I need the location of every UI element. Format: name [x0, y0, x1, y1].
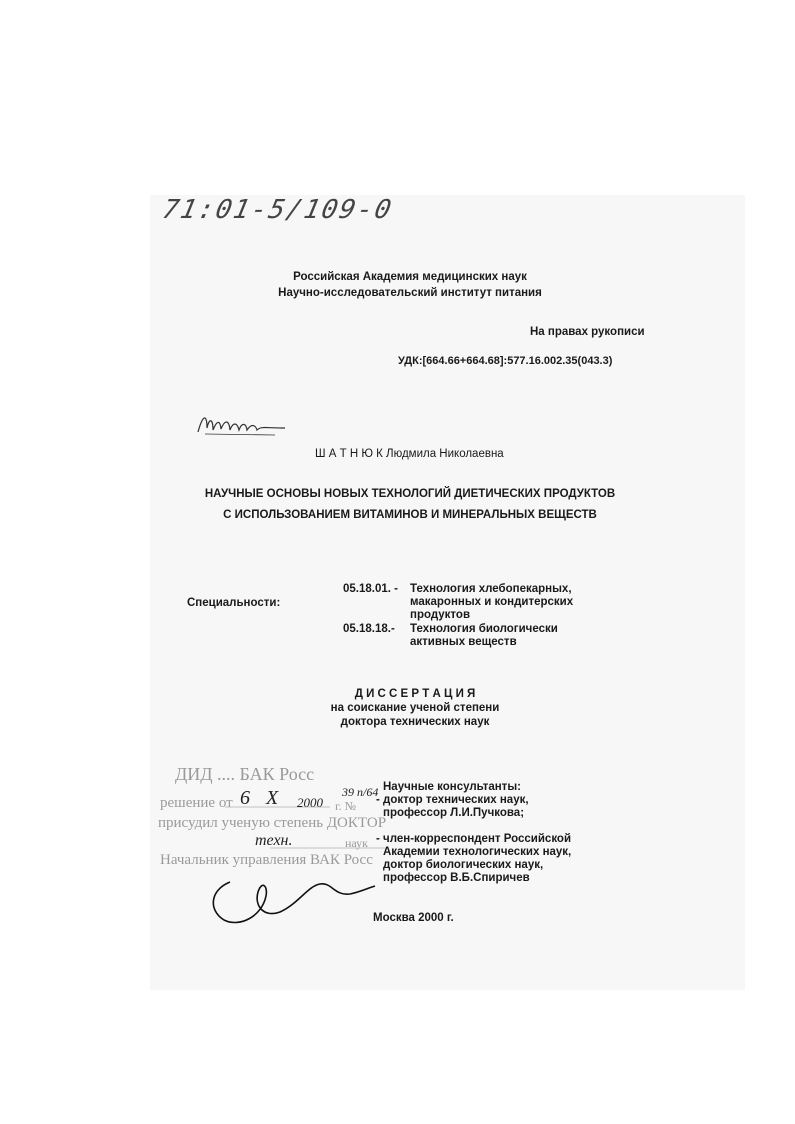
city-year: Москва 2000 г. — [373, 912, 454, 924]
specialty-name-1-line-1: Технология хлебопекарных, — [410, 583, 572, 595]
consultant-2-line-2: Академии технологических наук, — [383, 846, 572, 858]
consultant-2-line-1: - член-корреспондент Российской — [376, 833, 572, 845]
author-given-name: Людмила Николаевна — [386, 448, 504, 460]
author-surname: Ш А Т Н Ю К — [315, 448, 383, 460]
title-line-1: НАУЧНЫЕ ОСНОВЫ НОВЫХ ТЕХНОЛОГИЙ ДИЕТИЧЕСКИХ ПРОДУКТОВ — [204, 488, 616, 500]
specialty-name-1-line-2: макаронных и кондитерских — [410, 596, 574, 608]
specialty-name-1-line-3: продуктов — [410, 609, 471, 621]
consultant-2-line-3: доктор биологических наук, — [383, 859, 544, 871]
specialties-label: Специальности: — [187, 597, 281, 609]
stamp-day: 6 — [240, 787, 250, 809]
stamp-line-3: г. № — [335, 799, 357, 813]
author-signature — [195, 410, 290, 440]
consultant-2-line-4: профессор В.Б.Спиричев — [383, 872, 530, 884]
consultants-label: Научные консультанты: — [383, 781, 521, 793]
degree-line-2: доктора технических наук — [340, 716, 490, 728]
stamp-line-5: наук — [345, 836, 368, 850]
specialty-code-1: 05.18.01. - — [343, 583, 398, 595]
stamp-line-6: Начальник управления ВАК Росс — [160, 852, 373, 868]
degree-line-1: на соискание ученой степени — [330, 702, 500, 714]
stamp-line-2: решение от — [160, 795, 233, 811]
author — [315, 447, 504, 461]
stamp-line-4: присудил ученую степень ДОКТОР — [158, 815, 387, 831]
academy-name: Российская Академия медицинских наук — [293, 271, 527, 283]
udc-code: УДК:[664.66+664.68]:577.16.002.35(043.3) — [398, 355, 613, 367]
manuscript-rights: На правах рукописи — [530, 326, 645, 338]
archive-code: 71:01-5/109-0 — [159, 195, 396, 225]
stamp-line-1: ДИД .... БАК Росс — [175, 764, 315, 784]
stamp-rules — [160, 765, 390, 865]
institute-name: Научно-исследовательский институт питания — [278, 287, 542, 299]
dissertation-heading: Д И С С Е Р Т А Ц И Я — [354, 688, 476, 700]
stamp-number: 39 п/64 — [342, 785, 379, 799]
title-line-2: С ИСПОЛЬЗОВАНИЕМ ВИТАМИНОВ И МИНЕРАЛЬНЫХ ВЕЩЕСТВ — [223, 509, 597, 521]
stamp-month: X — [266, 787, 279, 809]
official-signature — [200, 862, 380, 942]
specialty-name-2-line-1: Технология биологически — [410, 623, 558, 635]
specialty-code-2: 05.18.18.- — [343, 623, 395, 635]
stamp-field: техн. — [255, 832, 293, 849]
stamp-year: 2000 — [297, 795, 323, 810]
consultant-1-line-2: профессор Л.И.Пучкова; — [383, 807, 525, 819]
consultant-1-line-1: - доктор технических наук, — [376, 794, 529, 806]
specialty-name-2-line-2: активных веществ — [410, 636, 517, 648]
